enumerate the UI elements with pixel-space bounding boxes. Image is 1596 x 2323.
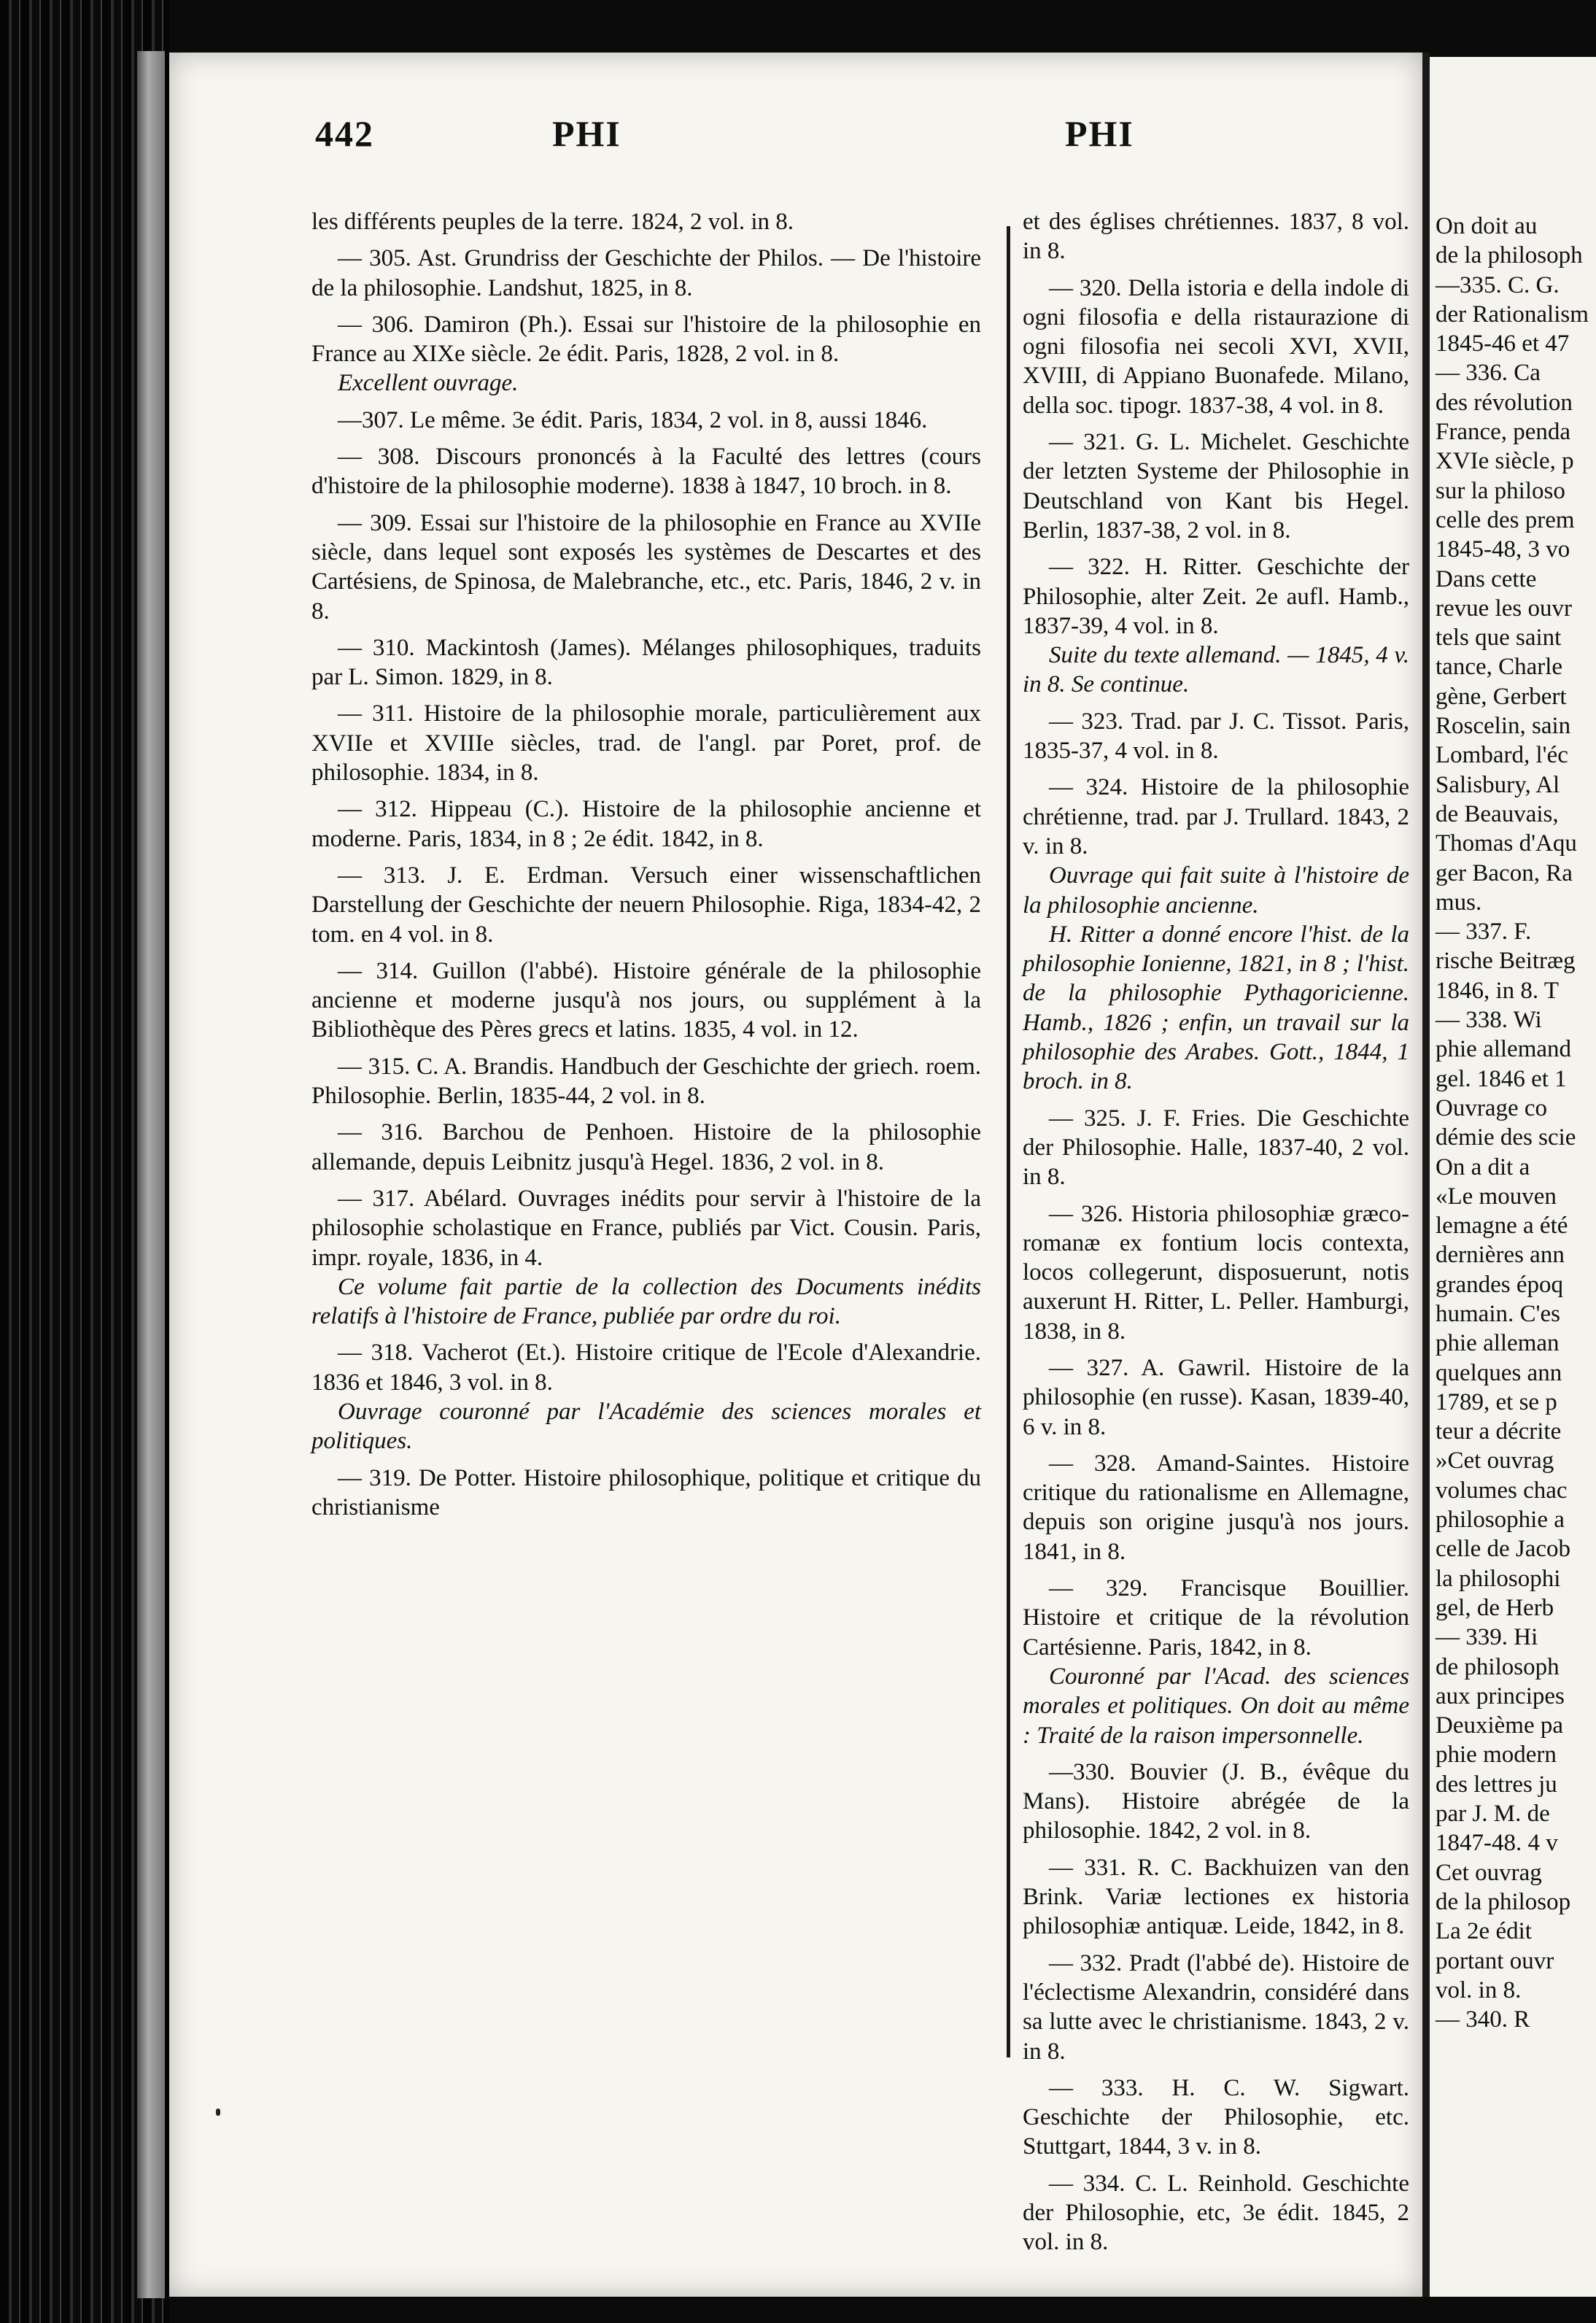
facing-page-line: rische Beitræg bbox=[1436, 948, 1576, 975]
facing-page-line: ger Bacon, Ra bbox=[1436, 859, 1573, 886]
facing-page-line: vol. in 8. bbox=[1436, 1976, 1522, 2003]
bibliography-entry: — 315. C. A. Brandis. Handbuch der Geschichte der griech. roem. Philosophie. Berlin, 1835-44, 2 vol. in 8. bbox=[311, 1053, 981, 1110]
facing-page-line: La 2e édit bbox=[1436, 1918, 1532, 1945]
right-text-column bbox=[1023, 207, 1409, 2257]
bibliography-entry: — 313. J. E. Erdman. Versuch einer wissenschaftlichen Darstellung der Geschichte der neuern Philosophie. Riga, 1834-42, 2 tom. en 4 vol. in 8. bbox=[311, 862, 981, 948]
facing-page-line: — 337. F. bbox=[1436, 919, 1532, 946]
facing-page-line: On doit au bbox=[1436, 213, 1538, 239]
page-edge-strip bbox=[137, 51, 165, 2298]
facing-page-line: quelques ann bbox=[1436, 1359, 1562, 1386]
bibliography-entry: — 309. Essai sur l'histoire de la philosophie en France au XVIIe siècle, dans lequel sont exposés les systèmes de Descartes et des Cartésiens, de Spinosa, de Malebranche, etc., etc. Paris, 1846, 2 v. in 8. bbox=[311, 509, 981, 625]
bibliography-entry: — 314. Guillon (l'abbé). Histoire générale de la philosophie ancienne et moderne jusqu'à nos jours, ou supplément à la Bibliothèque des Pères grecs et latins. 1835, 4 vol. in 12. bbox=[311, 957, 981, 1043]
bibliography-note: Ouvrage qui fait suite à l'histoire de la philosophie ancienne. bbox=[1023, 862, 1409, 919]
bibliography-entry: — 325. J. F. Fries. Die Geschichte der Philosophie. Halle, 1837-40, 2 vol. in 8. bbox=[1023, 1105, 1409, 1191]
bibliography-entry: — 322. H. Ritter. Geschichte der Philosophie, alter Zeit. 2e aufl. Hamb., 1837-39, 4 vol. in 8. bbox=[1023, 554, 1409, 639]
facing-page-line: — 338. Wi bbox=[1436, 1007, 1542, 1034]
bibliography-entry: — 328. Amand-Saintes. Histoire critique du rationalisme en Allemagne, depuis son origine jusqu'à nos jours. 1841, in 8. bbox=[1023, 1450, 1409, 1565]
bibliography-note: H. Ritter a donné encore l'hist. de la philosophie Ionienne, 1821, in 8 ; l'hist. de la philosophie Pythagoricienne. Hamb., 1826 ; enfin, un travail sur la philosophie des Arabes. Gott., 1844, 1 broch. in 8. bbox=[1023, 921, 1409, 1095]
facing-page-line: On a dit a bbox=[1436, 1153, 1530, 1180]
bibliography-entry: — 305. Ast. Grundriss der Geschichte der Philos. — De l'histoire de la philosophie. Landshut, 1825, in 8. bbox=[311, 245, 981, 301]
facing-page-line: portant ouvr bbox=[1436, 1947, 1554, 1974]
facing-page-line: de la philosop bbox=[1436, 1888, 1571, 1915]
bibliography-entry: — 329. Francisque Bouillier. Histoire et critique de la révolution Cartésienne. Paris, 1842, in 8. bbox=[1023, 1575, 1409, 1661]
bibliography-note: Excellent ouvrage. bbox=[338, 370, 519, 397]
facing-page-line: de Beauvais, bbox=[1436, 800, 1559, 827]
facing-page-line: — 339. Hi bbox=[1436, 1624, 1538, 1651]
ink-speck bbox=[216, 2109, 220, 2116]
facing-page-line: — 340. R bbox=[1436, 2006, 1530, 2033]
facing-page-line: sur la philoso bbox=[1436, 477, 1565, 504]
facing-page-line: dernières ann bbox=[1436, 1242, 1565, 1269]
bibliography-entry: —307. Le même. 3e édit. Paris, 1834, 2 vol. in 8, aussi 1846. bbox=[338, 406, 928, 433]
facing-page-line: «Le mouven bbox=[1436, 1183, 1557, 1210]
page-gutter bbox=[1422, 53, 1430, 2297]
bibliography-entry: — 306. Damiron (Ph.). Essai sur l'histoire de la philosophie en France au XIXe siècle. 2e édit. Paris, 1828, 2 vol. in 8. bbox=[311, 311, 981, 368]
center-running-head: PHI bbox=[1065, 113, 1134, 154]
facing-page-line: grandes époq bbox=[1436, 1271, 1564, 1298]
facing-page-line: Lombard, l'éc bbox=[1436, 742, 1568, 769]
facing-page-line: tels que saint bbox=[1436, 625, 1562, 652]
bibliography-note: Couronné par l'Acad. des sciences morales et politiques. On doit au même : Traité de la raison impersonnelle. bbox=[1023, 1663, 1409, 1749]
facing-page-line: XVIe siècle, p bbox=[1436, 448, 1574, 475]
bibliography-note: Suite du texte allemand. — 1845, 4 v. in 8. Se continue. bbox=[1023, 642, 1409, 698]
facing-page-line: Salisbury, Al bbox=[1436, 771, 1560, 798]
facing-page-line: Ouvrage co bbox=[1436, 1094, 1548, 1121]
bibliography-entry: — 316. Barchou de Penhoen. Histoire de la philosophie allemande, depuis Leibnitz jusqu'à Hegel. 1836, 2 vol. in 8. bbox=[311, 1119, 981, 1175]
facing-page-line: volumes chac bbox=[1436, 1477, 1568, 1504]
facing-page-line: philosophie a bbox=[1436, 1507, 1565, 1534]
bibliography-entry: — 311. Histoire de la philosophie morale, particulièrement aux XVIIe et XVIIIe siècles, trad. de l'angl. par Poret, prof. de philosophie. 1834, in 8. bbox=[311, 700, 981, 786]
bibliography-entry: — 321. G. L. Michelet. Geschichte der letzten Systeme der Philosophie in Deutschland von Kant bis Hegel. Berlin, 1837-38, 2 vol. in 8. bbox=[1023, 429, 1409, 544]
facing-page-line: 1846, in 8. T bbox=[1436, 977, 1559, 1004]
bibliography-entry: — 308. Discours prononcés à la Faculté des lettres (cours d'histoire de la philosophie moderne). 1838 à 1847, 10 broch. in 8. bbox=[311, 444, 981, 500]
bibliography-entry: —330. Bouvier (J. B., évêque du Mans). Histoire abrégée de la philosophie. 1842, 2 vol. in 8. bbox=[1023, 1758, 1409, 1844]
facing-page-line: 1847-48. 4 v bbox=[1436, 1830, 1558, 1857]
facing-page-line: tance, Charle bbox=[1436, 654, 1563, 681]
facing-page-line: la philosophi bbox=[1436, 1565, 1561, 1592]
column-rule bbox=[1007, 226, 1010, 2057]
facing-page-line: —335. C. G. bbox=[1436, 271, 1560, 298]
facing-page-line: der Rationalism bbox=[1436, 301, 1589, 328]
bibliography-entry: les différents peuples de la terre. 1824, 2 vol. in 8. bbox=[311, 209, 794, 235]
bibliography-entry: — 323. Trad. par J. C. Tissot. Paris, 1835-37, 4 vol. in 8. bbox=[1023, 708, 1409, 765]
page-number: 442 bbox=[315, 113, 374, 154]
facing-page-line: France, penda bbox=[1436, 419, 1571, 446]
bibliography-note: Ce volume fait partie de la collection des Documents inédits relatifs à l'histoire de France, publiée par ordre du roi. bbox=[311, 1273, 981, 1330]
facing-page-line: phie allemand bbox=[1436, 1036, 1572, 1063]
facing-page-line: humain. C'es bbox=[1436, 1300, 1560, 1327]
facing-page-line: Dans cette bbox=[1436, 565, 1537, 592]
facing-page-line: Deuxième pa bbox=[1436, 1712, 1564, 1739]
bibliography-entry: — 312. Hippeau (C.). Histoire de la philosophie ancienne et moderne. Paris, 1834, in 8 ; 2e édit. 1842, in 8. bbox=[311, 796, 981, 852]
facing-page-line: Cet ouvrag bbox=[1436, 1859, 1542, 1886]
facing-page-line: 1789, et se p bbox=[1436, 1388, 1557, 1415]
facing-page-line: celle de Jacob bbox=[1436, 1536, 1571, 1563]
left-running-head: PHI bbox=[552, 113, 621, 154]
bibliography-note: Ouvrage couronné par l'Académie des sciences morales et politiques. bbox=[311, 1398, 981, 1455]
bibliography-entry: — 317. Abélard. Ouvrages inédits pour servir à l'histoire de la philosophie scholastique en France, publiés par Vict. Cousin. Paris, impr. royale, 1836, in 4. bbox=[311, 1185, 981, 1271]
facing-page-line: revue les ouvr bbox=[1436, 595, 1572, 622]
bibliography-entry: — 324. Histoire de la philosophie chrétienne, trad. par J. Trullard. 1843, 2 v. in 8. bbox=[1023, 774, 1409, 859]
facing-page-line: démie des scie bbox=[1436, 1124, 1576, 1151]
facing-page-line: aux principes bbox=[1436, 1682, 1565, 1709]
facing-page bbox=[1430, 57, 1596, 2297]
facing-page-line: gel, de Herb bbox=[1436, 1594, 1554, 1621]
facing-page-line: lemagne a été bbox=[1436, 1213, 1568, 1240]
bibliography-entry: et des églises chrétiennes. 1837, 8 vol. in 8. bbox=[1023, 209, 1409, 265]
facing-page-line: phie modern bbox=[1436, 1742, 1557, 1769]
bibliography-entry: — 318. Vacherot (Et.). Histoire critique de l'Ecole d'Alexandrie. 1836 et 1846, 3 vol. in 8. bbox=[311, 1340, 981, 1396]
facing-page-line: par J. M. de bbox=[1436, 1801, 1550, 1828]
facing-page-line: des lettres ju bbox=[1436, 1771, 1557, 1798]
left-text-column bbox=[311, 207, 981, 1522]
bibliography-entry: — 326. Historia philosophiæ græco-romanæ ex fontium locis contexta, locos collegerunt, disposuerunt, notis auxerunt H. Ritter, L. Peller. Hamburgi, 1838, in 8. bbox=[1023, 1200, 1409, 1345]
bibliography-entry: — 310. Mackintosh (James). Mélanges philosophiques, traduits par L. Simon. 1829, in 8. bbox=[311, 634, 981, 691]
bibliography-entry: — 320. Della istoria e della indole di ogni filosofia e della ristaurazione di ogni filosofia nei secoli XVI, XVII, XVIII, di Appiano Buonafede. Milano, della soc. tipogr. 1837-38, 4 vol. in 8. bbox=[1023, 274, 1409, 419]
facing-page-line: »Cet ouvrag bbox=[1436, 1447, 1554, 1474]
facing-page-line: Thomas d'Aqu bbox=[1436, 830, 1577, 857]
facing-page-line: des révolution bbox=[1436, 389, 1573, 416]
bibliography-entry: — 319. De Potter. Histoire philosophique, politique et critique du christianisme bbox=[311, 1464, 981, 1520]
bibliography-entry: — 331. R. C. Backhuizen van den Brink. Variæ lectiones ex historia philosophiæ antiquæ. Leide, 1842, in 8. bbox=[1023, 1854, 1409, 1940]
facing-page-line: Roscelin, sain bbox=[1436, 713, 1571, 740]
facing-page-line: celle des prem bbox=[1436, 506, 1575, 533]
bibliography-entry: — 334. C. L. Reinhold. Geschichte der Philosophie, etc, 3e édit. 1845, 2 vol. in 8. bbox=[1023, 2170, 1409, 2256]
facing-page-line: teur a décrite bbox=[1436, 1418, 1562, 1445]
facing-page-line: 1845-46 et 47 bbox=[1436, 331, 1570, 357]
facing-page-line: phie alleman bbox=[1436, 1330, 1560, 1357]
facing-page-line: gène, Gerbert bbox=[1436, 683, 1567, 710]
facing-page-text bbox=[1436, 212, 1596, 2034]
bibliography-entry: — 327. A. Gawril. Histoire de la philosophie (en russe). Kasan, 1839-40, 6 v. in 8. bbox=[1023, 1354, 1409, 1440]
bibliography-entry: — 332. Pradt (l'abbé de). Histoire de l'éclectisme Alexandrin, considéré dans sa lutte avec le christianisme. 1843, 2 v. in 8. bbox=[1023, 1949, 1409, 2065]
bibliography-entry: — 333. H. C. W. Sigwart. Geschichte der Philosophie, etc. Stuttgart, 1844, 3 v. in 8. bbox=[1023, 2074, 1409, 2160]
facing-page-line: gel. 1846 et 1 bbox=[1436, 1065, 1567, 1092]
facing-page-line: de la philosoph bbox=[1436, 242, 1583, 269]
facing-page-line: 1845-48, 3 vo bbox=[1436, 536, 1570, 563]
facing-page-line: de philosoph bbox=[1436, 1653, 1560, 1680]
facing-page-line: mus. bbox=[1436, 889, 1482, 916]
book-page bbox=[169, 53, 1422, 2297]
facing-page-line: — 336. Ca bbox=[1436, 360, 1541, 387]
